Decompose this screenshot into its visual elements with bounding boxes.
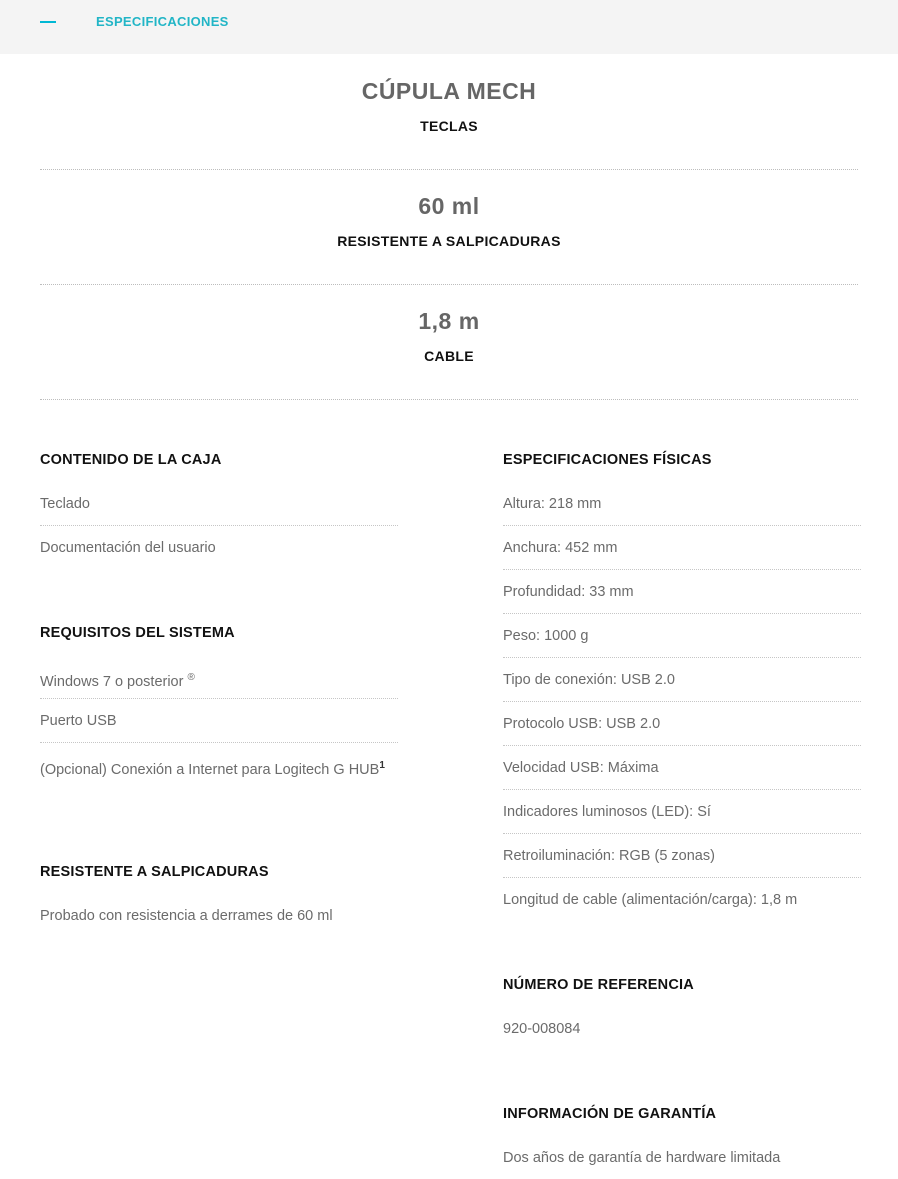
highlight-keys	[40, 78, 858, 134]
list-item	[40, 667, 195, 693]
divider	[503, 833, 861, 834]
spec-item: Protocolo USB: USB 2.0	[503, 716, 661, 732]
part-number-value: 920-008084	[503, 1021, 581, 1037]
spec-item: Altura: 218 mm	[503, 496, 602, 512]
splash-title: RESISTENTE A SALPICADURAS	[40, 864, 269, 880]
list-item: Probado con resistencia a derrames de 60 ml	[40, 908, 333, 924]
spec-item: Tipo de conexión: USB 2.0	[503, 672, 675, 688]
spec-item: Profundidad: 33 mm	[503, 584, 634, 600]
warranty-title: INFORMACIÓN DE GARANTÍA	[503, 1106, 717, 1122]
highlight-label: CABLE	[424, 348, 474, 364]
section-title: ESPECIFICACIONES	[96, 14, 229, 29]
requirement-text: Windows 7 o posterior	[40, 673, 184, 690]
divider	[40, 742, 398, 743]
divider	[40, 525, 398, 526]
highlight-cable	[40, 308, 858, 364]
spec-item: Peso: 1000 g	[503, 628, 589, 644]
divider	[503, 877, 861, 878]
registered-mark: ®	[187, 672, 195, 683]
list-item: Puerto USB	[40, 713, 117, 729]
physical-specs-title: ESPECIFICACIONES FÍSICAS	[503, 452, 712, 468]
divider	[40, 169, 858, 170]
list-item: Documentación del usuario	[40, 540, 216, 556]
footnote-marker: 1	[379, 760, 385, 771]
collapse-icon[interactable]	[40, 21, 56, 23]
divider	[503, 525, 861, 526]
highlight-value: 1,8 m	[418, 308, 480, 334]
requirement-text: (Opcional) Conexión a Internet para Logitech G HUB	[40, 761, 380, 778]
divider	[503, 657, 861, 658]
highlight-splash	[40, 193, 858, 249]
highlight-label: TECLAS	[420, 118, 478, 134]
box-contents-title: CONTENIDO DE LA CAJA	[40, 452, 222, 468]
divider	[503, 745, 861, 746]
spec-item: Velocidad USB: Máxima	[503, 760, 659, 776]
spec-item: Longitud de cable (alimentación/carga): 1,8 m	[503, 892, 798, 908]
highlight-value: CÚPULA MECH	[361, 78, 537, 104]
spec-item: Indicadores luminosos (LED): Sí	[503, 804, 711, 820]
divider	[503, 569, 861, 570]
divider	[40, 698, 398, 699]
divider	[40, 284, 858, 285]
spec-item: Anchura: 452 mm	[503, 540, 618, 556]
divider	[40, 399, 858, 400]
list-item	[40, 755, 398, 781]
divider	[503, 789, 861, 790]
warranty-value: Dos años de garantía de hardware limitada	[503, 1150, 781, 1166]
system-requirements-title: REQUISITOS DEL SISTEMA	[40, 625, 235, 641]
spec-item: Retroiluminación: RGB (5 zonas)	[503, 848, 715, 864]
divider	[503, 613, 861, 614]
list-item: Teclado	[40, 496, 90, 512]
highlight-label: RESISTENTE A SALPICADURAS	[337, 233, 561, 249]
specs-accordion-header[interactable]	[0, 0, 898, 54]
highlight-value: 60 ml	[418, 193, 480, 219]
part-number-title: NÚMERO DE REFERENCIA	[503, 977, 694, 993]
divider	[503, 701, 861, 702]
